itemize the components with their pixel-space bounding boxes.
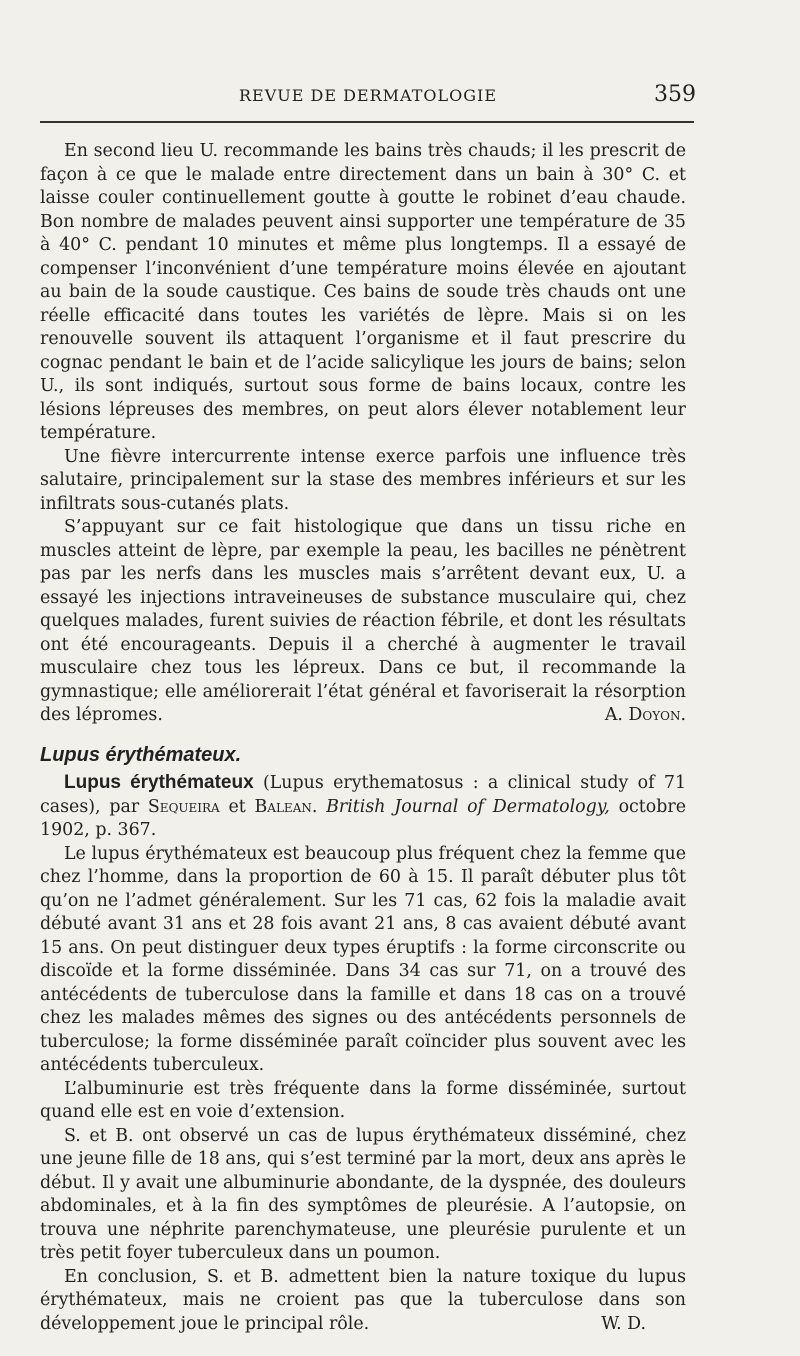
paragraph-case: S. et B. ont observé un cas de lupus érythémateux disséminé, chez une jeune fille de 18 ans, qui s’est terminé par la mort, deux ans après le début. Il y avait une albuminurie abondante, de la dyspnée, des douleurs abdominales, et à la fin des symptômes de pleurésie. A l’autopsie, on trouva une néphrite parenchymateuse, une pleurésie purulente et un très petit foyer tuberculeux dans un poumon. [40, 1125, 686, 1263]
reference-dot: . [311, 796, 327, 817]
paragraph-baths: En second lieu U. recommande les bains très chauds; il les prescrit de façon à ce que le malade entre directement dans un bain à 30° C. et laisse couler continuellement goutte à goutte le robinet d’eau chaude. Bon nombre de malades peuvent ainsi supporter une température de 35 à 40° C. pendant 10 minutes et même plus longtemps. Il a essayé de compenser l’inconvénient d’une température moins élevée en ajoutant au bain de la soude caustique. Ces bains de soude très chauds ont une réelle efficacité dans toutes les variétés de lèpre. Mais si on les renouvelle souvent ils attaquent l’organisme et il faut prescrire du cognac pendant le bain et de l’acide salicylique les jours de bains; selon U., ils sont indiqués, surtout sous forme de bains locaux, contre les lésions lépreuses des membres, on peut alors élever notablement leur température. [40, 141, 686, 443]
reference-entry [40, 771, 686, 843]
reference-lead: Lupus érythémateux [64, 772, 254, 793]
running-title: REVUE DE DERMATOLOGIE [238, 86, 498, 105]
paragraph-conclusion-text: En conclusion, S. et B. admettent bien la nature toxique du lupus érythémateux, mais ne croient pas que la tuberculose dans son développement joue le principal rôle. [40, 1266, 686, 1334]
reference-author-1: Sequeira [147, 796, 220, 817]
reference-text-1: (Lupus erythematosus : a clinical study of 71 cases), par [40, 773, 687, 817]
paragraph-muscles-text: S’appuyant sur ce fait histologique que dans un tissu riche en muscles atteint de lèpre, par exemple la peau, les bacilles ne pénètrent pas par les nerfs dans les muscles mais s’arrêtent devant eux, U. a essayé les injections intraveineuses de substance musculaire qui, chez quelques malades, furent suivies de réaction fébrile, et dont les résultats ont été encourageants. Depuis il a cherché à augmenter le travail musculaire chez tous les lépreux. Dans ce but, il recommande la gymnastique; elle améliorerait l’état général et favoriserait la résorption des lépromes. [40, 517, 686, 725]
reference-et: et [219, 796, 255, 817]
paragraph-fever: Une fièvre intercurrente intense exerce parfois une influence très salutaire, principalement sur la stase des membres inférieurs et sur les infiltrats sous-cutanés plats. [40, 446, 686, 514]
paragraph-albuminuria: L’albuminurie est très fréquente dans la forme disséminée, surtout quand elle est en voie d’extension. [40, 1078, 686, 1122]
reference-text-2: octobre 1902, p. 367. [40, 796, 686, 840]
section-title: Lupus érythémateux. [40, 743, 242, 766]
signature-doyon: A. Doyon. [604, 705, 686, 725]
page-number: 359 [654, 82, 696, 107]
signature-wd: W. D. [601, 1313, 646, 1334]
paragraph-frequency: Le lupus érythémateux est beaucoup plus fréquent chez la femme que chez l’homme, dans la proportion de 60 à 15. Il paraît débuter plus tôt qu’on ne l’admet généralement. Sur les 71 cas, 62 fois la maladie avait débuté avant 31 ans et 28 fois avant 21 ans, 8 cas avaient débuté avant 15 ans. On peut distinguer deux types éruptifs : la forme circonscrite ou discoïde et la forme disséminée. Dans 34 cas sur 71, on a trouvé des antécédents de tuberculose dans la famille et dans 18 cas on a trouvé chez les malades mêmes des signes ou des antécédents personnels de tuberculose; la forme disséminée paraît coïncider plus souvent avec les antécédents tuberculeux. [40, 843, 686, 1075]
paragraph-conclusion [40, 1266, 686, 1337]
paragraph-muscles [40, 516, 686, 728]
page-header [40, 82, 696, 116]
article-body [40, 140, 686, 1336]
reference-journal: British Journal of Dermatology, [326, 796, 610, 817]
reference-author-2: Balean [254, 796, 312, 817]
header-rule [40, 121, 694, 123]
